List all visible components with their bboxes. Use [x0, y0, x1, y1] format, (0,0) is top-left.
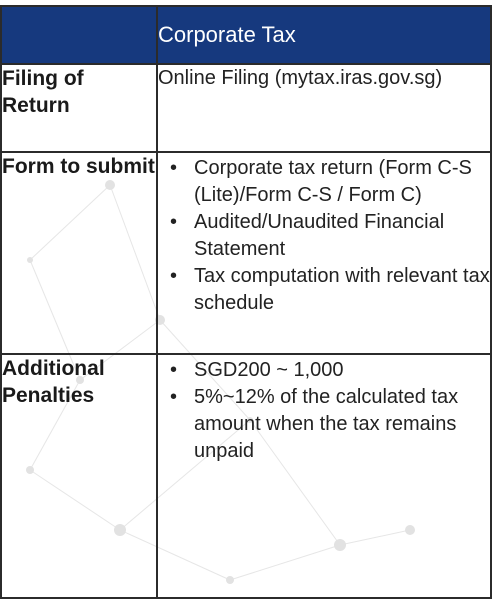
table-header-row: [1, 6, 492, 64]
list-item: • Tax computation with relevant tax schedule: [170, 265, 490, 314]
table-row: [1, 64, 492, 152]
bullet-icon: •: [170, 157, 178, 179]
row-label-forms: Form to submit: [1, 152, 157, 354]
row-value-filing: Online Filing (mytax.iras.gov.sg): [157, 64, 491, 152]
row-value-forms: [157, 152, 491, 354]
header-label-cell: [1, 6, 157, 64]
header-title: Corporate Tax: [157, 6, 491, 64]
list-item: • Corporate tax return (Form C-S (Lite)/Form C-S / Form C): [170, 157, 472, 206]
list-item: • SGD200 ~ 1,000: [158, 357, 490, 384]
row-label-penalties: Additional Penalties: [1, 354, 157, 598]
table-row: [1, 354, 492, 598]
table-row: [1, 152, 492, 354]
bullet-icon: •: [170, 386, 178, 408]
bullet-icon: •: [170, 211, 178, 233]
forms-bullet-list: [158, 153, 490, 321]
row-label-filing: Filing of Return: [1, 64, 157, 152]
penalties-bullet-list: [158, 355, 490, 469]
list-item: • 5%~12% of the calculated tax amount when the tax remains unpaid: [170, 386, 459, 462]
bullet-icon: •: [170, 265, 178, 287]
corporate-tax-table: [0, 5, 492, 599]
bullet-icon: •: [170, 359, 178, 381]
row-value-penalties: [157, 354, 491, 598]
list-item: • Audited/Unaudited Financial Statement: [170, 211, 445, 260]
